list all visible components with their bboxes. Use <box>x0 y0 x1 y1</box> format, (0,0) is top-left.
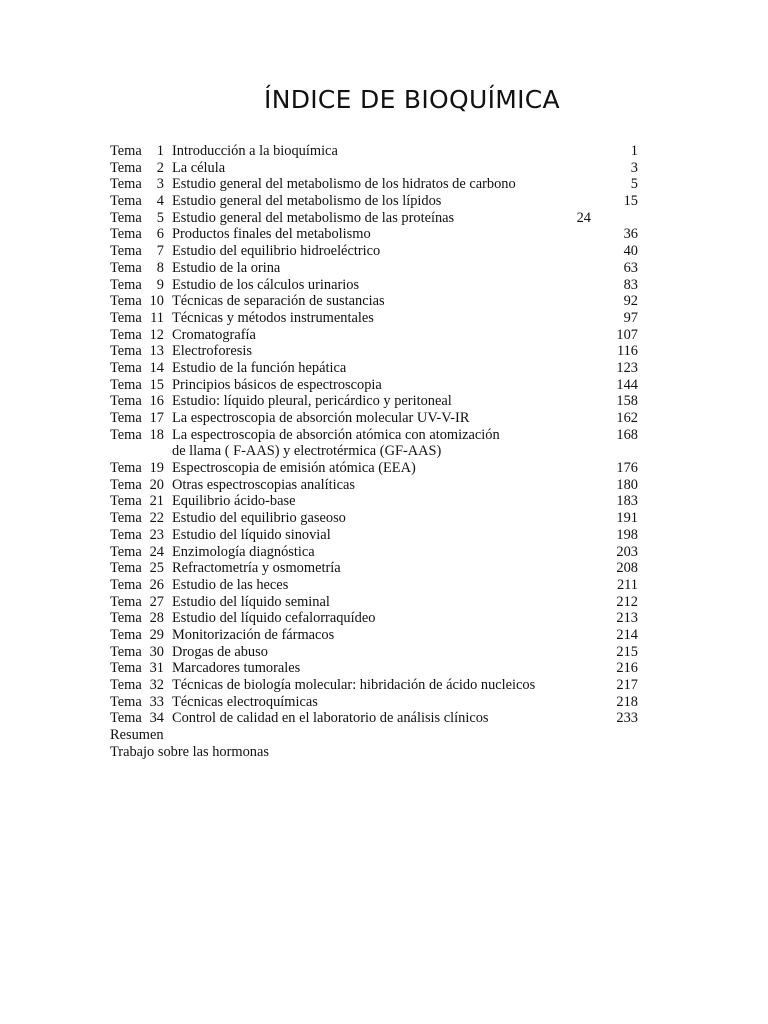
page-number: 116 <box>616 343 638 360</box>
topic-title: Drogas de abuso <box>172 643 268 660</box>
tema-word: Tema <box>110 526 142 543</box>
tema-word: Tema <box>110 309 142 326</box>
tema-label <box>110 660 164 677</box>
page-number: 3 <box>630 159 638 176</box>
tema-word: Tema <box>110 193 142 210</box>
toc-extra-row <box>110 744 638 761</box>
tema-label <box>110 260 164 277</box>
page-number: 198 <box>616 526 638 543</box>
tema-word: Tema <box>110 476 142 493</box>
toc-row <box>110 226 638 243</box>
tema-label <box>110 510 164 527</box>
tema-label <box>110 710 164 727</box>
tema-number: 8 <box>156 259 164 276</box>
tema-word: Tema <box>110 276 142 293</box>
tema-label <box>110 694 164 711</box>
toc-row <box>110 510 638 527</box>
tema-number: 22 <box>149 510 164 527</box>
tema-number: 25 <box>149 560 164 577</box>
page-number: 63 <box>623 259 638 276</box>
tema-number: 33 <box>149 693 164 710</box>
toc-row <box>110 544 638 561</box>
toc-row <box>110 527 638 544</box>
tema-word: Tema <box>110 660 142 677</box>
tema-word: Tema <box>110 176 142 193</box>
tema-word: Tema <box>110 493 142 510</box>
topic-title: La espectroscopia de absorción molecular UV-V-IR <box>172 410 470 426</box>
tema-word: Tema <box>110 593 142 610</box>
page-number: 216 <box>616 660 638 677</box>
toc-row <box>110 176 638 193</box>
tema-label <box>110 210 164 227</box>
page-number: 176 <box>616 460 638 477</box>
topic-title: Estudio de la orina <box>172 259 281 276</box>
topic-title: Estudio de las heces <box>172 576 289 593</box>
page-number: 1 <box>630 143 638 159</box>
topic-title: Equilibrio ácido-base <box>172 493 296 510</box>
tema-word: Tema <box>110 460 142 477</box>
tema-label <box>110 160 164 177</box>
toc-row <box>110 377 638 394</box>
page-number: 208 <box>616 560 638 577</box>
tema-number: 18 <box>149 426 164 443</box>
tema-number: 5 <box>156 209 164 226</box>
toc-row <box>110 293 638 310</box>
tema-number: 29 <box>149 626 164 643</box>
topic-title: Introducción a la bioquímica <box>172 143 338 159</box>
tema-label <box>110 460 164 477</box>
page-number: 218 <box>616 693 638 710</box>
tema-label <box>110 610 164 627</box>
tema-number: 20 <box>149 476 164 493</box>
page-number: 158 <box>616 393 638 410</box>
tema-label <box>110 243 164 260</box>
page-number: 123 <box>616 359 638 376</box>
toc-row <box>110 427 638 460</box>
page-number: 168 <box>616 426 638 443</box>
page-number: 36 <box>623 226 638 243</box>
topic-title: Monitorización de fármacos <box>172 626 335 643</box>
topic-title: Técnicas y métodos instrumentales <box>172 309 374 326</box>
page-number: 213 <box>616 610 638 627</box>
topic-title: Estudio general del metabolismo de los lípidos <box>172 193 442 210</box>
tema-label <box>110 527 164 544</box>
tema-word: Tema <box>110 560 142 577</box>
tema-word: Tema <box>110 693 142 710</box>
toc-row <box>110 644 638 661</box>
tema-label <box>110 226 164 243</box>
page-number: 144 <box>616 376 638 393</box>
toc-row <box>110 410 638 427</box>
toc-row <box>110 660 638 677</box>
topic-title: Estudio de la función hepática <box>172 359 347 376</box>
page-number: 211 <box>616 576 638 593</box>
topic-title: Técnicas electroquímicas <box>172 693 318 710</box>
toc-row <box>110 677 638 694</box>
toc-row <box>110 477 638 494</box>
topic-title: Estudio del equilibrio hidroeléctrico <box>172 243 381 260</box>
tema-label <box>110 677 164 694</box>
tema-word: Tema <box>110 643 142 660</box>
topic-title: Cromatografía <box>172 326 256 343</box>
tema-word: Tema <box>110 677 142 694</box>
topic-title: Estudio: líquido pleural, pericárdico y peritoneal <box>172 393 452 410</box>
tema-word: Tema <box>110 293 142 310</box>
topic-title: La espectroscopia de absorción atómica con atomización de llama ( F-AAS) y electrotérmica (GF-AAS) <box>172 426 500 460</box>
toc-row <box>110 260 638 277</box>
page-number: 15 <box>623 193 638 210</box>
page-number: 215 <box>616 643 638 660</box>
tema-number: 7 <box>156 243 164 260</box>
tema-number: 10 <box>149 293 164 310</box>
toc-row <box>110 610 638 627</box>
tema-label <box>110 560 164 577</box>
topic-title: Electroforesis <box>172 343 252 360</box>
toc-row <box>110 710 638 727</box>
topic-title: Técnicas de separación de sustancias <box>172 293 385 310</box>
topic-title: Estudio general del metabolismo de los hidratos de carbono <box>172 176 516 193</box>
page-number: 5 <box>630 176 638 193</box>
tema-label <box>110 493 164 510</box>
page-number: 92 <box>623 293 638 310</box>
topic-title: Otras espectroscopias analíticas <box>172 476 356 493</box>
tema-word: Tema <box>110 326 142 343</box>
topic-title: Refractometría y osmometría <box>172 560 341 577</box>
tema-word: Tema <box>110 376 142 393</box>
topic-title: La célula <box>172 159 226 176</box>
tema-number: 19 <box>149 460 164 477</box>
tema-label <box>110 377 164 394</box>
tema-number: 1 <box>156 143 164 159</box>
tema-number: 28 <box>149 610 164 627</box>
tema-word: Tema <box>110 343 142 360</box>
topic-title: Principios básicos de espectroscopia <box>172 376 382 393</box>
tema-label <box>110 427 164 444</box>
tema-word: Tema <box>110 226 142 243</box>
topic-title: Estudio del líquido seminal <box>172 593 330 610</box>
page-number: 40 <box>623 243 638 260</box>
toc-row <box>110 210 638 227</box>
tema-word: Tema <box>110 426 142 443</box>
topic-title: Espectroscopia de emisión atómica (EEA) <box>172 460 416 477</box>
toc-row <box>110 694 638 711</box>
toc-row <box>110 360 638 377</box>
topic-title: Estudio general del metabolismo de las proteínas <box>172 209 455 226</box>
tema-number: 23 <box>149 526 164 543</box>
page-number: 107 <box>616 326 638 343</box>
toc-row <box>110 143 638 160</box>
tema-number: 3 <box>156 176 164 193</box>
tema-number: 11 <box>150 309 164 326</box>
toc-row <box>110 493 638 510</box>
tema-label <box>110 627 164 644</box>
tema-word: Tema <box>110 543 142 560</box>
topic-title: Estudio del equilibrio gaseoso <box>172 510 346 527</box>
tema-word: Tema <box>110 626 142 643</box>
tema-word: Tema <box>110 209 142 226</box>
extra-item: Resumen <box>110 727 164 744</box>
tema-label <box>110 193 164 210</box>
topic-title: Estudio del líquido cefalorraquídeo <box>172 610 376 627</box>
tema-word: Tema <box>110 576 142 593</box>
toc-row <box>110 460 638 477</box>
tema-word: Tema <box>110 159 142 176</box>
page-number: 203 <box>616 543 638 560</box>
page-number: 24 <box>576 209 591 226</box>
tema-word: Tema <box>110 510 142 527</box>
tema-number: 30 <box>149 643 164 660</box>
tema-label <box>110 644 164 661</box>
extra-item: Trabajo sobre las hormonas <box>110 743 269 760</box>
topic-title: Enzimología diagnóstica <box>172 543 315 560</box>
table-of-contents <box>110 143 638 760</box>
tema-label <box>110 477 164 494</box>
tema-number: 12 <box>149 326 164 343</box>
tema-number: 34 <box>149 710 164 727</box>
toc-row <box>110 560 638 577</box>
toc-extra-row <box>110 727 638 744</box>
toc-row <box>110 243 638 260</box>
topic-title: Estudio de los cálculos urinarios <box>172 276 360 293</box>
tema-label <box>110 176 164 193</box>
toc-row <box>110 594 638 611</box>
topic-title: Técnicas de biología molecular: hibridación de ácido nucleicos <box>172 677 536 694</box>
tema-word: Tema <box>110 359 142 376</box>
tema-number: 24 <box>149 543 164 560</box>
toc-row <box>110 343 638 360</box>
tema-label <box>110 143 164 160</box>
tema-word: Tema <box>110 410 142 426</box>
tema-number: 14 <box>149 359 164 376</box>
tema-label <box>110 577 164 594</box>
tema-label <box>110 277 164 294</box>
tema-number: 2 <box>156 159 164 176</box>
tema-label <box>110 310 164 327</box>
page-number: 191 <box>616 510 638 527</box>
tema-word: Tema <box>110 259 142 276</box>
tema-label <box>110 343 164 360</box>
topic-title: Control de calidad en el laboratorio de análisis clínicos <box>172 710 489 727</box>
tema-number: 6 <box>156 226 164 243</box>
tema-number: 9 <box>156 276 164 293</box>
page-number: 183 <box>616 493 638 510</box>
tema-label <box>110 410 164 427</box>
tema-number: 17 <box>149 410 164 426</box>
page-title: ÍNDICE DE BIOQUÍMICA <box>264 85 560 114</box>
toc-row <box>110 327 638 344</box>
tema-label <box>110 594 164 611</box>
toc-row <box>110 577 638 594</box>
tema-number: 15 <box>149 376 164 393</box>
toc-row <box>110 627 638 644</box>
toc-row <box>110 160 638 177</box>
tema-number: 16 <box>149 393 164 410</box>
page-number: 83 <box>623 276 638 293</box>
topic-title: Marcadores tumorales <box>172 660 301 677</box>
tema-label <box>110 293 164 310</box>
page-number: 212 <box>616 593 638 610</box>
page-number: 97 <box>623 309 638 326</box>
tema-number: 27 <box>149 593 164 610</box>
tema-number: 31 <box>149 660 164 677</box>
tema-number: 26 <box>149 576 164 593</box>
tema-label <box>110 393 164 410</box>
tema-label <box>110 327 164 344</box>
tema-label <box>110 544 164 561</box>
toc-row <box>110 393 638 410</box>
topic-title: Productos finales del metabolismo <box>172 226 371 243</box>
tema-label <box>110 360 164 377</box>
toc-row <box>110 193 638 210</box>
tema-number: 21 <box>149 493 164 510</box>
tema-word: Tema <box>110 393 142 410</box>
page-number: 233 <box>616 710 638 727</box>
tema-number: 32 <box>149 677 164 694</box>
page-number: 162 <box>616 410 638 426</box>
toc-row <box>110 277 638 294</box>
toc-row <box>110 310 638 327</box>
tema-number: 4 <box>156 193 164 210</box>
page-number: 217 <box>616 677 638 694</box>
tema-number: 13 <box>149 343 164 360</box>
tema-word: Tema <box>110 143 142 159</box>
tema-word: Tema <box>110 243 142 260</box>
tema-word: Tema <box>110 610 142 627</box>
page-number: 214 <box>616 626 638 643</box>
page-number: 180 <box>616 476 638 493</box>
topic-title: Estudio del líquido sinovial <box>172 526 331 543</box>
tema-word: Tema <box>110 710 142 727</box>
